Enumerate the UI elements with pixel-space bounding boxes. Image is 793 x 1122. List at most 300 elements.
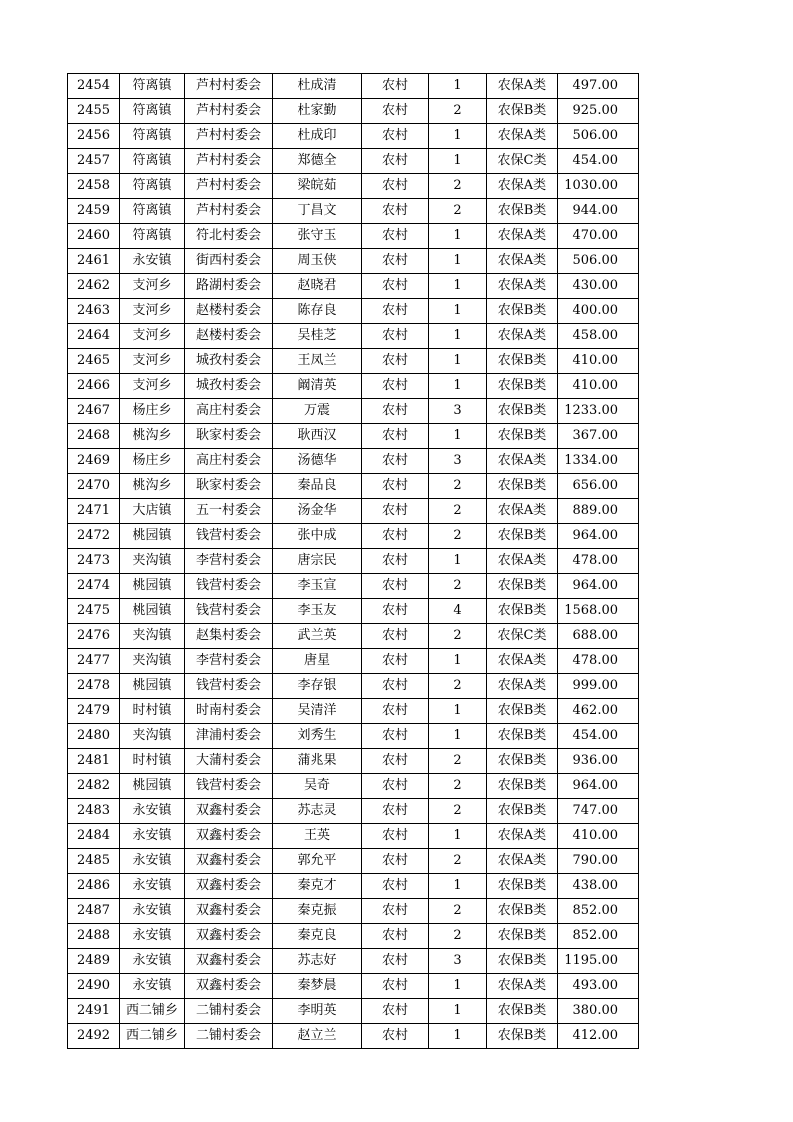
cell-household-count: 2 bbox=[429, 499, 487, 524]
cell-person-name: 王英 bbox=[273, 824, 362, 849]
cell-insurance-category: 农保B类 bbox=[487, 474, 558, 499]
cell-person-name: 王凤兰 bbox=[273, 349, 362, 374]
cell-household-count: 1 bbox=[429, 999, 487, 1024]
table-row bbox=[68, 574, 639, 599]
cell-area-type: 农村 bbox=[362, 249, 429, 274]
cell-amount: 656.00 bbox=[558, 474, 639, 499]
cell-row-number: 2457 bbox=[68, 149, 120, 174]
table-row bbox=[68, 999, 639, 1024]
table-row bbox=[68, 749, 639, 774]
cell-insurance-category: 农保B类 bbox=[487, 799, 558, 824]
cell-town: 永安镇 bbox=[120, 874, 185, 899]
cell-insurance-category: 农保B类 bbox=[487, 749, 558, 774]
cell-row-number: 2459 bbox=[68, 199, 120, 224]
cell-household-count: 2 bbox=[429, 624, 487, 649]
cell-village-committee: 双鑫村委会 bbox=[185, 849, 273, 874]
cell-row-number: 2483 bbox=[68, 799, 120, 824]
cell-insurance-category: 农保A类 bbox=[487, 249, 558, 274]
cell-area-type: 农村 bbox=[362, 524, 429, 549]
table-row bbox=[68, 949, 639, 974]
cell-household-count: 1 bbox=[429, 424, 487, 449]
cell-insurance-category: 农保A类 bbox=[487, 449, 558, 474]
cell-household-count: 2 bbox=[429, 749, 487, 774]
cell-row-number: 2454 bbox=[68, 74, 120, 99]
cell-area-type: 农村 bbox=[362, 674, 429, 699]
cell-town: 时村镇 bbox=[120, 699, 185, 724]
cell-person-name: 万震 bbox=[273, 399, 362, 424]
cell-amount: 964.00 bbox=[558, 774, 639, 799]
cell-town: 西二铺乡 bbox=[120, 1024, 185, 1049]
cell-household-count: 3 bbox=[429, 449, 487, 474]
cell-town: 桃园镇 bbox=[120, 774, 185, 799]
cell-area-type: 农村 bbox=[362, 799, 429, 824]
cell-row-number: 2461 bbox=[68, 249, 120, 274]
cell-person-name: 秦克良 bbox=[273, 924, 362, 949]
cell-insurance-category: 农保B类 bbox=[487, 399, 558, 424]
table-row bbox=[68, 224, 639, 249]
cell-person-name: 郑德全 bbox=[273, 149, 362, 174]
cell-village-committee: 芦村村委会 bbox=[185, 99, 273, 124]
cell-amount: 438.00 bbox=[558, 874, 639, 899]
cell-amount: 493.00 bbox=[558, 974, 639, 999]
cell-village-committee: 芦村村委会 bbox=[185, 174, 273, 199]
cell-town: 杨庄乡 bbox=[120, 399, 185, 424]
cell-town: 永安镇 bbox=[120, 799, 185, 824]
cell-amount: 380.00 bbox=[558, 999, 639, 1024]
cell-village-committee: 街西村委会 bbox=[185, 249, 273, 274]
table-row bbox=[68, 849, 639, 874]
cell-person-name: 唐宗民 bbox=[273, 549, 362, 574]
table-row bbox=[68, 174, 639, 199]
cell-household-count: 2 bbox=[429, 474, 487, 499]
cell-row-number: 2462 bbox=[68, 274, 120, 299]
table-row bbox=[68, 324, 639, 349]
cell-person-name: 秦克才 bbox=[273, 874, 362, 899]
cell-village-committee: 城孜村委会 bbox=[185, 349, 273, 374]
cell-household-count: 1 bbox=[429, 824, 487, 849]
cell-area-type: 农村 bbox=[362, 299, 429, 324]
cell-area-type: 农村 bbox=[362, 199, 429, 224]
cell-village-committee: 二铺村委会 bbox=[185, 999, 273, 1024]
cell-village-committee: 津浦村委会 bbox=[185, 724, 273, 749]
cell-insurance-category: 农保A类 bbox=[487, 674, 558, 699]
cell-household-count: 2 bbox=[429, 849, 487, 874]
cell-insurance-category: 农保B类 bbox=[487, 699, 558, 724]
cell-area-type: 农村 bbox=[362, 999, 429, 1024]
cell-area-type: 农村 bbox=[362, 99, 429, 124]
cell-town: 支河乡 bbox=[120, 274, 185, 299]
cell-row-number: 2485 bbox=[68, 849, 120, 874]
cell-amount: 410.00 bbox=[558, 374, 639, 399]
cell-person-name: 李玉友 bbox=[273, 599, 362, 624]
cell-town: 夹沟镇 bbox=[120, 624, 185, 649]
cell-person-name: 唐星 bbox=[273, 649, 362, 674]
cell-town: 支河乡 bbox=[120, 324, 185, 349]
cell-amount: 410.00 bbox=[558, 824, 639, 849]
cell-village-committee: 双鑫村委会 bbox=[185, 824, 273, 849]
table-row bbox=[68, 474, 639, 499]
cell-amount: 497.00 bbox=[558, 74, 639, 99]
cell-row-number: 2467 bbox=[68, 399, 120, 424]
cell-insurance-category: 农保A类 bbox=[487, 224, 558, 249]
cell-town: 支河乡 bbox=[120, 349, 185, 374]
cell-amount: 462.00 bbox=[558, 699, 639, 724]
cell-village-committee: 赵楼村委会 bbox=[185, 299, 273, 324]
cell-amount: 747.00 bbox=[558, 799, 639, 824]
cell-village-committee: 芦村村委会 bbox=[185, 199, 273, 224]
cell-person-name: 杜成清 bbox=[273, 74, 362, 99]
cell-area-type: 农村 bbox=[362, 374, 429, 399]
cell-village-committee: 双鑫村委会 bbox=[185, 799, 273, 824]
cell-village-committee: 高庄村委会 bbox=[185, 399, 273, 424]
cell-town: 夹沟镇 bbox=[120, 549, 185, 574]
cell-amount: 1030.00 bbox=[558, 174, 639, 199]
table-row bbox=[68, 349, 639, 374]
cell-insurance-category: 农保B类 bbox=[487, 999, 558, 1024]
cell-area-type: 农村 bbox=[362, 174, 429, 199]
cell-person-name: 秦品良 bbox=[273, 474, 362, 499]
table-row bbox=[68, 124, 639, 149]
cell-insurance-category: 农保B类 bbox=[487, 874, 558, 899]
cell-person-name: 陈存良 bbox=[273, 299, 362, 324]
cell-household-count: 2 bbox=[429, 899, 487, 924]
cell-area-type: 农村 bbox=[362, 74, 429, 99]
cell-person-name: 张守玉 bbox=[273, 224, 362, 249]
cell-area-type: 农村 bbox=[362, 899, 429, 924]
cell-village-committee: 双鑫村委会 bbox=[185, 949, 273, 974]
cell-row-number: 2474 bbox=[68, 574, 120, 599]
cell-row-number: 2475 bbox=[68, 599, 120, 624]
cell-village-committee: 钱营村委会 bbox=[185, 524, 273, 549]
cell-row-number: 2472 bbox=[68, 524, 120, 549]
cell-village-committee: 芦村村委会 bbox=[185, 149, 273, 174]
records-table-body bbox=[68, 74, 639, 1049]
cell-insurance-category: 农保B类 bbox=[487, 524, 558, 549]
table-row bbox=[68, 149, 639, 174]
cell-village-committee: 大蒲村委会 bbox=[185, 749, 273, 774]
cell-area-type: 农村 bbox=[362, 124, 429, 149]
cell-row-number: 2492 bbox=[68, 1024, 120, 1049]
cell-area-type: 农村 bbox=[362, 549, 429, 574]
cell-insurance-category: 农保B类 bbox=[487, 1024, 558, 1049]
cell-town: 符离镇 bbox=[120, 74, 185, 99]
table-row bbox=[68, 449, 639, 474]
cell-household-count: 1 bbox=[429, 249, 487, 274]
cell-amount: 999.00 bbox=[558, 674, 639, 699]
cell-person-name: 苏志好 bbox=[273, 949, 362, 974]
cell-town: 支河乡 bbox=[120, 374, 185, 399]
cell-area-type: 农村 bbox=[362, 949, 429, 974]
cell-insurance-category: 农保A类 bbox=[487, 274, 558, 299]
cell-insurance-category: 农保A类 bbox=[487, 824, 558, 849]
cell-village-committee: 双鑫村委会 bbox=[185, 899, 273, 924]
cell-amount: 936.00 bbox=[558, 749, 639, 774]
cell-row-number: 2458 bbox=[68, 174, 120, 199]
cell-insurance-category: 农保A类 bbox=[487, 549, 558, 574]
cell-village-committee: 二铺村委会 bbox=[185, 1024, 273, 1049]
cell-amount: 400.00 bbox=[558, 299, 639, 324]
cell-household-count: 1 bbox=[429, 1024, 487, 1049]
cell-insurance-category: 农保B类 bbox=[487, 349, 558, 374]
cell-row-number: 2487 bbox=[68, 899, 120, 924]
cell-insurance-category: 农保B类 bbox=[487, 774, 558, 799]
cell-amount: 506.00 bbox=[558, 124, 639, 149]
cell-amount: 964.00 bbox=[558, 574, 639, 599]
cell-person-name: 吴清洋 bbox=[273, 699, 362, 724]
cell-person-name: 汤金华 bbox=[273, 499, 362, 524]
cell-town: 永安镇 bbox=[120, 249, 185, 274]
table-row bbox=[68, 424, 639, 449]
cell-town: 时村镇 bbox=[120, 749, 185, 774]
cell-amount: 1334.00 bbox=[558, 449, 639, 474]
cell-household-count: 2 bbox=[429, 774, 487, 799]
cell-town: 夹沟镇 bbox=[120, 724, 185, 749]
cell-person-name: 赵立兰 bbox=[273, 1024, 362, 1049]
cell-area-type: 农村 bbox=[362, 849, 429, 874]
cell-row-number: 2482 bbox=[68, 774, 120, 799]
cell-town: 桃园镇 bbox=[120, 524, 185, 549]
cell-town: 大店镇 bbox=[120, 499, 185, 524]
table-row bbox=[68, 549, 639, 574]
cell-person-name: 李存银 bbox=[273, 674, 362, 699]
cell-person-name: 阚清英 bbox=[273, 374, 362, 399]
cell-insurance-category: 农保B类 bbox=[487, 99, 558, 124]
cell-insurance-category: 农保A类 bbox=[487, 124, 558, 149]
table-row bbox=[68, 649, 639, 674]
cell-person-name: 梁皖茹 bbox=[273, 174, 362, 199]
cell-household-count: 1 bbox=[429, 349, 487, 374]
table-row bbox=[68, 374, 639, 399]
cell-insurance-category: 农保A类 bbox=[487, 174, 558, 199]
cell-insurance-category: 农保A类 bbox=[487, 974, 558, 999]
cell-insurance-category: 农保A类 bbox=[487, 74, 558, 99]
cell-village-committee: 城孜村委会 bbox=[185, 374, 273, 399]
cell-insurance-category: 农保A类 bbox=[487, 849, 558, 874]
cell-village-committee: 双鑫村委会 bbox=[185, 924, 273, 949]
cell-amount: 852.00 bbox=[558, 899, 639, 924]
cell-person-name: 苏志灵 bbox=[273, 799, 362, 824]
cell-household-count: 1 bbox=[429, 724, 487, 749]
cell-insurance-category: 农保B类 bbox=[487, 574, 558, 599]
cell-row-number: 2491 bbox=[68, 999, 120, 1024]
cell-household-count: 2 bbox=[429, 199, 487, 224]
cell-area-type: 农村 bbox=[362, 424, 429, 449]
cell-household-count: 1 bbox=[429, 149, 487, 174]
cell-village-committee: 五一村委会 bbox=[185, 499, 273, 524]
cell-row-number: 2456 bbox=[68, 124, 120, 149]
cell-village-committee: 钱营村委会 bbox=[185, 774, 273, 799]
cell-insurance-category: 农保C类 bbox=[487, 624, 558, 649]
cell-area-type: 农村 bbox=[362, 474, 429, 499]
cell-area-type: 农村 bbox=[362, 874, 429, 899]
cell-village-committee: 李营村委会 bbox=[185, 649, 273, 674]
cell-row-number: 2455 bbox=[68, 99, 120, 124]
table-row bbox=[68, 624, 639, 649]
cell-village-committee: 高庄村委会 bbox=[185, 449, 273, 474]
cell-area-type: 农村 bbox=[362, 499, 429, 524]
cell-amount: 925.00 bbox=[558, 99, 639, 124]
cell-insurance-category: 农保B类 bbox=[487, 299, 558, 324]
table-row bbox=[68, 249, 639, 274]
cell-amount: 412.00 bbox=[558, 1024, 639, 1049]
cell-village-committee: 赵集村委会 bbox=[185, 624, 273, 649]
cell-area-type: 农村 bbox=[362, 449, 429, 474]
cell-row-number: 2488 bbox=[68, 924, 120, 949]
cell-person-name: 秦克振 bbox=[273, 899, 362, 924]
cell-household-count: 1 bbox=[429, 74, 487, 99]
cell-person-name: 武兰英 bbox=[273, 624, 362, 649]
cell-person-name: 耿西汉 bbox=[273, 424, 362, 449]
table-row bbox=[68, 99, 639, 124]
table-row bbox=[68, 799, 639, 824]
cell-person-name: 刘秀生 bbox=[273, 724, 362, 749]
cell-town: 桃园镇 bbox=[120, 599, 185, 624]
table-row bbox=[68, 674, 639, 699]
cell-area-type: 农村 bbox=[362, 349, 429, 374]
cell-area-type: 农村 bbox=[362, 724, 429, 749]
cell-household-count: 1 bbox=[429, 274, 487, 299]
cell-amount: 478.00 bbox=[558, 649, 639, 674]
cell-insurance-category: 农保A类 bbox=[487, 499, 558, 524]
table-row bbox=[68, 524, 639, 549]
cell-town: 永安镇 bbox=[120, 899, 185, 924]
cell-insurance-category: 农保B类 bbox=[487, 374, 558, 399]
cell-household-count: 3 bbox=[429, 949, 487, 974]
cell-village-committee: 耿家村委会 bbox=[185, 474, 273, 499]
cell-row-number: 2470 bbox=[68, 474, 120, 499]
cell-amount: 1233.00 bbox=[558, 399, 639, 424]
cell-household-count: 1 bbox=[429, 299, 487, 324]
cell-row-number: 2476 bbox=[68, 624, 120, 649]
table-row bbox=[68, 899, 639, 924]
table-row bbox=[68, 1024, 639, 1049]
cell-person-name: 吴奇 bbox=[273, 774, 362, 799]
cell-area-type: 农村 bbox=[362, 599, 429, 624]
cell-person-name: 汤德华 bbox=[273, 449, 362, 474]
cell-amount: 790.00 bbox=[558, 849, 639, 874]
table-row bbox=[68, 399, 639, 424]
cell-row-number: 2480 bbox=[68, 724, 120, 749]
cell-person-name: 李玉宣 bbox=[273, 574, 362, 599]
cell-person-name: 郭允平 bbox=[273, 849, 362, 874]
cell-amount: 944.00 bbox=[558, 199, 639, 224]
cell-row-number: 2478 bbox=[68, 674, 120, 699]
cell-area-type: 农村 bbox=[362, 1024, 429, 1049]
cell-amount: 889.00 bbox=[558, 499, 639, 524]
cell-row-number: 2463 bbox=[68, 299, 120, 324]
cell-insurance-category: 农保B类 bbox=[487, 724, 558, 749]
cell-village-committee: 耿家村委会 bbox=[185, 424, 273, 449]
cell-household-count: 4 bbox=[429, 599, 487, 624]
cell-household-count: 2 bbox=[429, 674, 487, 699]
cell-town: 永安镇 bbox=[120, 924, 185, 949]
cell-town: 永安镇 bbox=[120, 849, 185, 874]
table-row bbox=[68, 299, 639, 324]
cell-amount: 430.00 bbox=[558, 274, 639, 299]
cell-household-count: 1 bbox=[429, 324, 487, 349]
cell-person-name: 赵晓君 bbox=[273, 274, 362, 299]
cell-amount: 964.00 bbox=[558, 524, 639, 549]
cell-row-number: 2484 bbox=[68, 824, 120, 849]
cell-row-number: 2469 bbox=[68, 449, 120, 474]
cell-amount: 852.00 bbox=[558, 924, 639, 949]
cell-insurance-category: 农保C类 bbox=[487, 149, 558, 174]
cell-village-committee: 时南村委会 bbox=[185, 699, 273, 724]
cell-row-number: 2471 bbox=[68, 499, 120, 524]
cell-amount: 1195.00 bbox=[558, 949, 639, 974]
cell-insurance-category: 农保A类 bbox=[487, 649, 558, 674]
cell-person-name: 吴桂芝 bbox=[273, 324, 362, 349]
cell-insurance-category: 农保B类 bbox=[487, 949, 558, 974]
cell-row-number: 2490 bbox=[68, 974, 120, 999]
cell-person-name: 李明英 bbox=[273, 999, 362, 1024]
table-row bbox=[68, 699, 639, 724]
cell-area-type: 农村 bbox=[362, 274, 429, 299]
cell-household-count: 1 bbox=[429, 124, 487, 149]
cell-village-committee: 双鑫村委会 bbox=[185, 874, 273, 899]
cell-town: 桃沟乡 bbox=[120, 474, 185, 499]
cell-amount: 688.00 bbox=[558, 624, 639, 649]
cell-town: 符离镇 bbox=[120, 174, 185, 199]
cell-row-number: 2473 bbox=[68, 549, 120, 574]
cell-row-number: 2479 bbox=[68, 699, 120, 724]
cell-amount: 454.00 bbox=[558, 149, 639, 174]
cell-village-committee: 芦村村委会 bbox=[185, 124, 273, 149]
cell-area-type: 农村 bbox=[362, 149, 429, 174]
cell-person-name: 杜成印 bbox=[273, 124, 362, 149]
cell-village-committee: 双鑫村委会 bbox=[185, 974, 273, 999]
table-row bbox=[68, 924, 639, 949]
cell-insurance-category: 农保B类 bbox=[487, 424, 558, 449]
cell-person-name: 秦梦晨 bbox=[273, 974, 362, 999]
cell-household-count: 2 bbox=[429, 174, 487, 199]
cell-household-count: 2 bbox=[429, 924, 487, 949]
cell-household-count: 1 bbox=[429, 699, 487, 724]
cell-area-type: 农村 bbox=[362, 924, 429, 949]
cell-village-committee: 李营村委会 bbox=[185, 549, 273, 574]
table-row bbox=[68, 599, 639, 624]
cell-village-committee: 钱营村委会 bbox=[185, 574, 273, 599]
cell-household-count: 1 bbox=[429, 374, 487, 399]
cell-town: 西二铺乡 bbox=[120, 999, 185, 1024]
cell-insurance-category: 农保B类 bbox=[487, 199, 558, 224]
cell-area-type: 农村 bbox=[362, 224, 429, 249]
table-row bbox=[68, 974, 639, 999]
cell-household-count: 2 bbox=[429, 524, 487, 549]
cell-area-type: 农村 bbox=[362, 399, 429, 424]
cell-household-count: 2 bbox=[429, 799, 487, 824]
cell-village-committee: 芦村村委会 bbox=[185, 74, 273, 99]
cell-household-count: 2 bbox=[429, 574, 487, 599]
cell-town: 桃沟乡 bbox=[120, 424, 185, 449]
cell-area-type: 农村 bbox=[362, 649, 429, 674]
cell-amount: 470.00 bbox=[558, 224, 639, 249]
cell-person-name: 蒲兆果 bbox=[273, 749, 362, 774]
cell-area-type: 农村 bbox=[362, 624, 429, 649]
cell-area-type: 农村 bbox=[362, 974, 429, 999]
cell-town: 符离镇 bbox=[120, 99, 185, 124]
table-row bbox=[68, 874, 639, 899]
cell-town: 符离镇 bbox=[120, 224, 185, 249]
cell-household-count: 2 bbox=[429, 99, 487, 124]
cell-amount: 506.00 bbox=[558, 249, 639, 274]
cell-village-committee: 赵楼村委会 bbox=[185, 324, 273, 349]
cell-town: 永安镇 bbox=[120, 949, 185, 974]
cell-village-committee: 路湖村委会 bbox=[185, 274, 273, 299]
cell-row-number: 2465 bbox=[68, 349, 120, 374]
cell-row-number: 2486 bbox=[68, 874, 120, 899]
cell-row-number: 2460 bbox=[68, 224, 120, 249]
